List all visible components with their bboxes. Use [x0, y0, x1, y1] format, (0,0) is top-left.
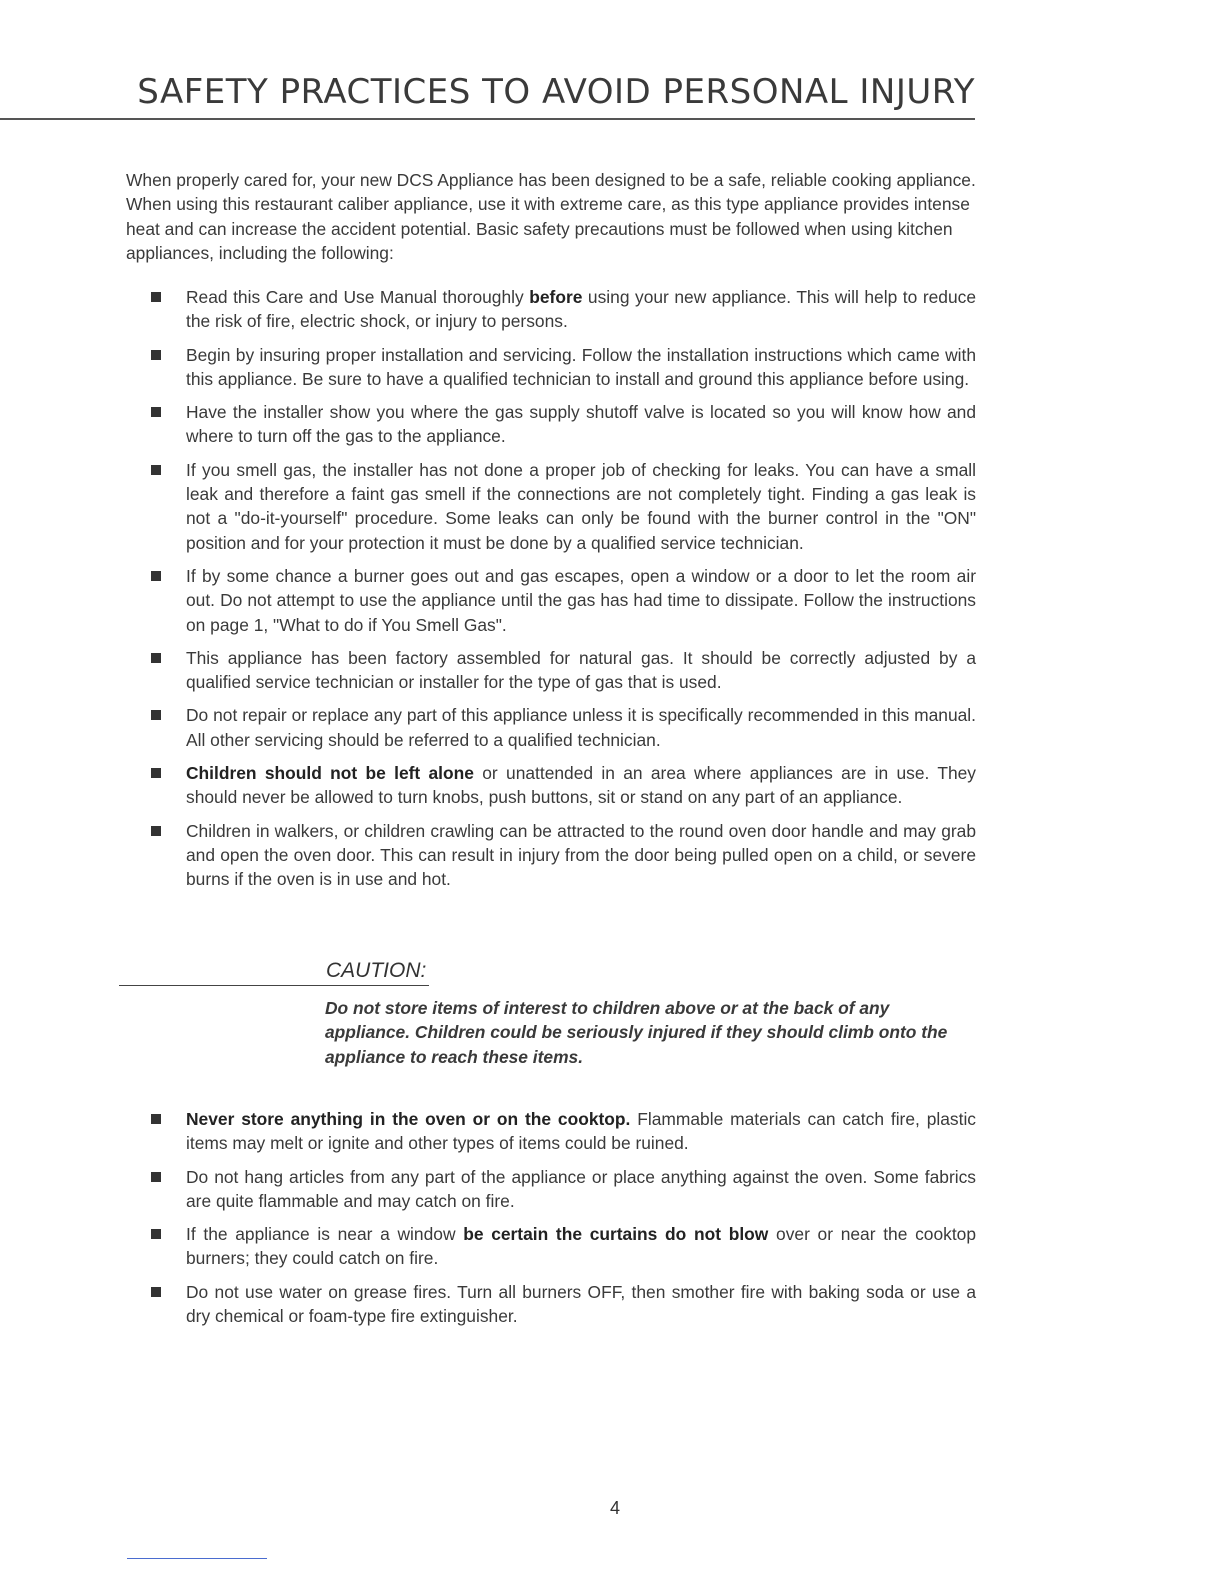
list-item: Children should not be left alone or unattended in an area where appliances are in use. They should never be allowed to turn knobs, push buttons, sit or stand on any part of an appliance.: [150, 761, 976, 810]
square-bullet-icon: [151, 571, 161, 581]
square-bullet-icon: [151, 710, 161, 720]
list-item: Do not repair or replace any part of this appliance unless it is specifically recommended in this manual. All other servicing should be referred to a qualified technician.: [150, 703, 976, 752]
square-bullet-icon: [151, 768, 161, 778]
list-item: Begin by insuring proper installation and servicing. Follow the installation instructions which came with this appliance. Be sure to have a qualified technician to install and ground this appliance before using.: [150, 343, 976, 392]
list-item: This appliance has been factory assembled for natural gas. It should be correctly adjusted by a qualified service technician or installer for the type of gas that is used.: [150, 646, 976, 695]
square-bullet-icon: [151, 465, 161, 475]
square-bullet-icon: [151, 1229, 161, 1239]
list-item: If you smell gas, the installer has not done a proper job of checking for leaks. You can have a small leak and therefore a faint gas smell if the connections are not completely tight. Finding a gas leak is not a "do-it-yourself" procedure. Some leaks can only be found with the burner control in the "ON" position and for your protection it must be done by a qualified service technician.: [150, 458, 976, 555]
list-item: Do not hang articles from any part of the appliance or place anything against the oven. Some fabrics are quite flammable and may catch on fire.: [150, 1165, 976, 1214]
square-bullet-icon: [151, 653, 161, 663]
safety-list-b: [150, 1107, 976, 1328]
square-bullet-icon: [151, 1287, 161, 1297]
intro-paragraph: When properly cared for, your new DCS Appliance has been designed to be a safe, reliable cooking appliance. When using this restaurant caliber appliance, use it with extreme care, as this type appliance provides intense heat and can increase the accident potential. Basic safety precautions must be followed when using kitchen appliances, including the following:: [126, 170, 976, 263]
footer-underline: [127, 1558, 267, 1559]
list-item: Do not use water on grease fires. Turn all burners OFF, then smother fire with baking soda or use a dry chemical or foam-type fire extinguisher.: [150, 1280, 976, 1329]
list-item: Children in walkers, or children crawling can be attracted to the round oven door handle and may grab and open the oven door. This can result in injury from the door being pulled open on a child, or severe burns if the oven is in use and hot.: [150, 819, 976, 892]
list-item: Read this Care and Use Manual thoroughly before using your new appliance. This will help to reduce the risk of fire, electric shock, or injury to persons.: [150, 285, 976, 334]
square-bullet-icon: [151, 292, 161, 302]
caution-heading: CAUTION:: [326, 959, 427, 982]
square-bullet-icon: [151, 1172, 161, 1182]
caution-underline: [119, 985, 429, 986]
list-item: If the appliance is near a window be certain the curtains do not blow over or near the cooktop burners; they could catch on fire.: [150, 1222, 976, 1271]
title-underline: [0, 118, 975, 120]
square-bullet-icon: [151, 826, 161, 836]
caution-text: Do not store items of interest to children above or at the back of any appliance. Children could be seriously injured if they should climb onto the appliance to reach these items.: [325, 998, 948, 1067]
list-item: Have the installer show you where the gas supply shutoff valve is located so you will know how and where to turn off the gas to the appliance.: [150, 400, 976, 449]
list-item: If by some chance a burner goes out and gas escapes, open a window or a door to let the room air out. Do not attempt to use the appliance until the gas has had time to dissipate. Follow the instructions on page 1, "What to do if You Smell Gas".: [150, 564, 976, 637]
square-bullet-icon: [151, 350, 161, 360]
square-bullet-icon: [151, 407, 161, 417]
page-number: 4: [609, 1498, 620, 1518]
page-title: SAFETY PRACTICES TO AVOID PERSONAL INJURY: [137, 72, 975, 112]
square-bullet-icon: [151, 1114, 161, 1124]
safety-list-a: [150, 285, 976, 892]
list-item: Never store anything in the oven or on the cooktop. Flammable materials can catch fire, plastic items may melt or ignite and other types of items could be ruined.: [150, 1107, 976, 1156]
